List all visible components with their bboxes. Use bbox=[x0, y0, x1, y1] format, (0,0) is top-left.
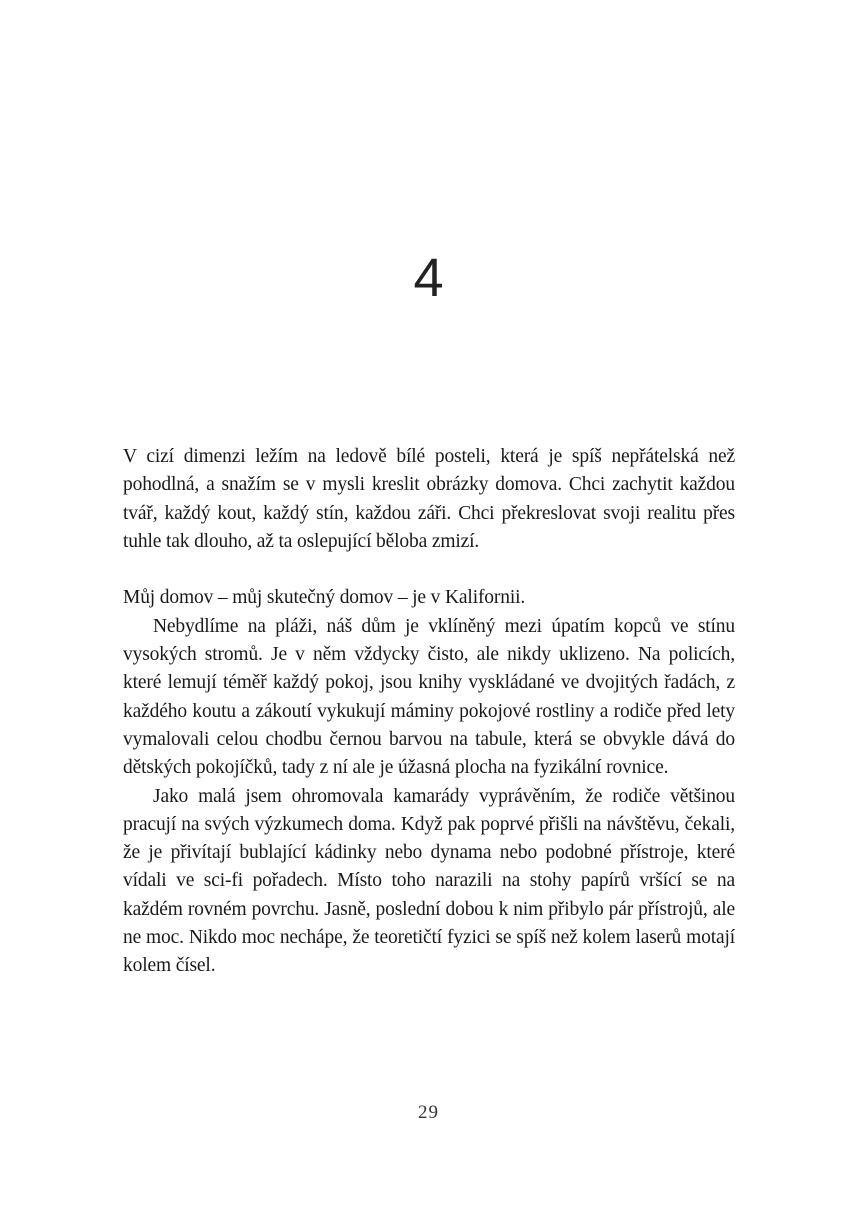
paragraph-childhood: Jako malá jsem ohromovala kamarády vyprávěním, že rodiče většinou pracují na svých výzkumech doma. Když pak poprvé přišli na návštěvu, čekali, že je přivítají bublající kádinky nebo dynama nebo podobné přístroje, které vídali ve sci-fi pořadech. Místo toho narazili na stohy papírů vršící se na každém rovném povrchu. Jasně, poslední dobou k nim přibylo pár přístrojů, ale ne moc. Nikdo moc nechápe, že teoretičtí fyzici se spíš než kolem laserů motají kolem čísel. bbox=[123, 785, 735, 977]
paragraph-home-line: Můj domov – můj skutečný domov – je v Kalifornii. bbox=[123, 587, 526, 609]
page-number: 29 bbox=[418, 1102, 439, 1123]
paragraph-house: Nebydlíme na pláži, náš dům je vklíněný mezi úpatím kopců ve stínu vysokých stromů. Je v něm vždycky čisto, ale nikdy uklizeno. Na policích, které lemují téměř každý pokoj, jsou knihy vyskládané ve dvojitých řadách, z každého koutu a zákoutí vykukují máminy pokojové rostliny a rodiče před lety vymalovali celou chodbu černou barvou na tabule, která se obvykle dává do dětských pokojíčků, tady z ní ale je úžasná plocha na fyzikální rovnice. bbox=[123, 615, 735, 779]
chapter-number: 4 bbox=[413, 248, 444, 308]
body-text bbox=[123, 443, 735, 981]
paragraph-intro: V cizí dimenzi ležím na ledově bílé posteli, která je spíš nepřátelská než pohodlná, a snažím se v mysli kreslit obrázky domova. Chci zachytit každou tvář, každý kout, každý stín, každou záři. Chci překreslovat svoji realitu přes tuhle tak dlouho, až ta oslepující běloba zmizí. bbox=[123, 446, 735, 552]
